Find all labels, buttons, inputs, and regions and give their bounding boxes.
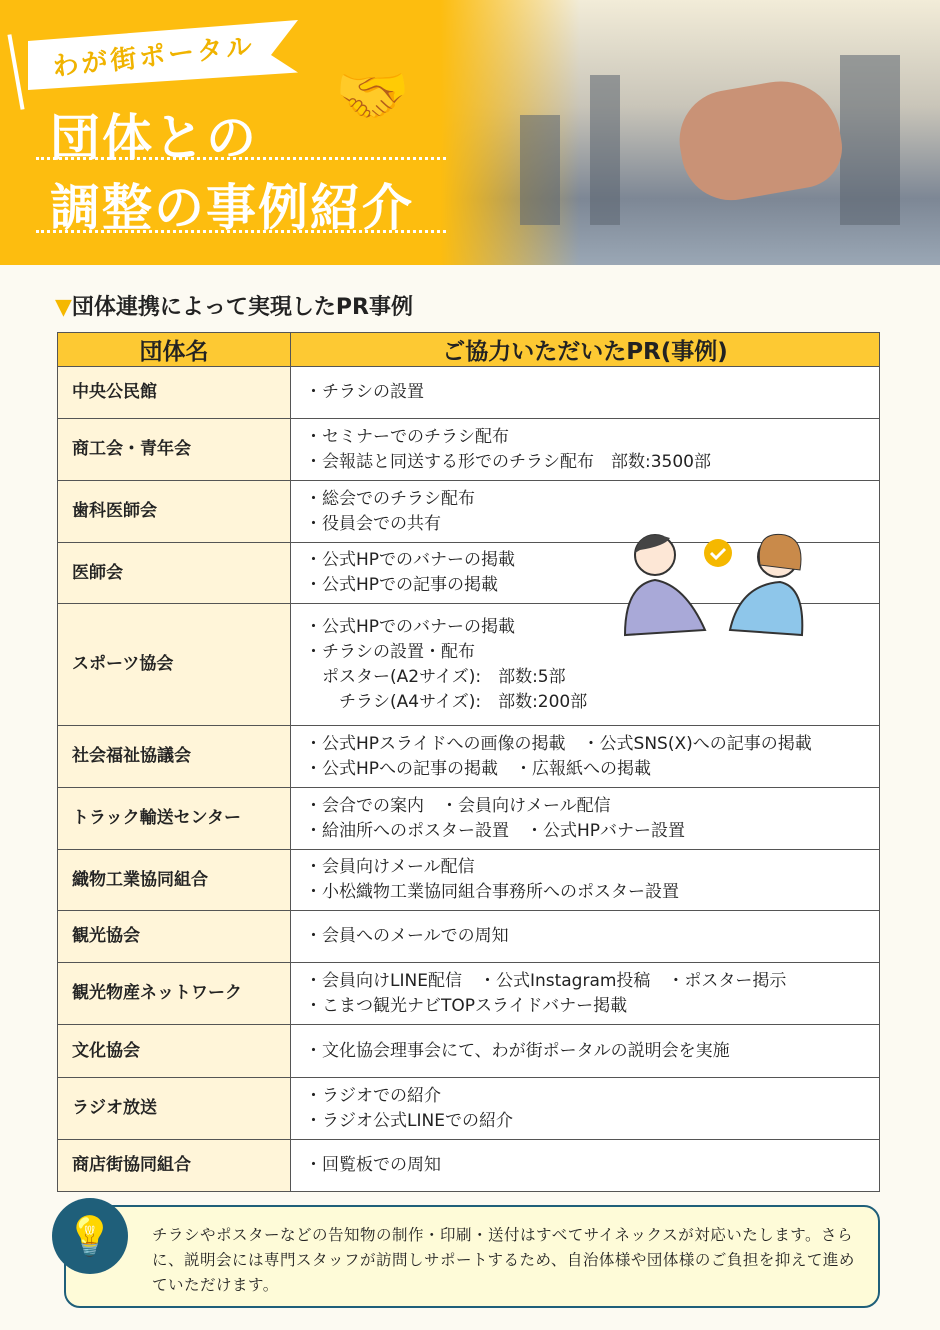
table-row bbox=[58, 1078, 880, 1140]
pr-item: ・公式HPへの記事の掲載 ・広報紙への掲載 bbox=[305, 758, 652, 779]
pr-cell bbox=[291, 1140, 880, 1192]
pr-cell bbox=[291, 726, 880, 788]
table-row bbox=[58, 963, 880, 1025]
pr-item: ・小松織物工業協同組合事務所へのポスター設置 bbox=[305, 882, 679, 902]
pr-item: ・セミナーでのチラシ配布 bbox=[305, 426, 509, 447]
pr-cell bbox=[291, 911, 880, 963]
flag-text: わが街ポータル bbox=[51, 31, 257, 83]
pr-item: ・公式HPでのバナーの掲載 bbox=[305, 616, 516, 637]
pr-item: ・文化協会理事会にて、わが街ポータルの説明会を実施 bbox=[305, 1040, 730, 1061]
org-name: スポーツ協会 bbox=[58, 604, 291, 726]
pr-item: ・公式HPでのバナーの掲載 bbox=[305, 550, 516, 570]
pr-item: ・チラシの設置・配布 bbox=[305, 641, 475, 662]
lightbulb-icon: 💡 bbox=[52, 1198, 128, 1274]
table-row bbox=[58, 1140, 880, 1192]
org-name: トラック輸送センター bbox=[58, 788, 291, 850]
handshake-icon: 🤝 bbox=[335, 61, 410, 131]
pr-item: チラシ(A4サイズ): 部数:200部 bbox=[305, 691, 588, 712]
note-box: チラシやポスターなどの告知物の制作・印刷・送付はすべてサイネックスが対応いたします。さらに、説明会には専門スタッフが訪問しサポートするため、自治体様や団体様のご負担を抑えて進めていただけます。 bbox=[64, 1205, 880, 1308]
org-name: 商店街協同組合 bbox=[58, 1140, 291, 1192]
pr-item: ・役員会での共有 bbox=[305, 513, 441, 534]
pr-item: ・会員向けメール配信 bbox=[305, 857, 475, 877]
handshake-illustration bbox=[620, 525, 810, 637]
pr-item: ポスター(A2サイズ): 部数:5部 bbox=[305, 666, 566, 687]
org-name: 歯科医師会 bbox=[58, 481, 291, 543]
table-row bbox=[58, 850, 880, 911]
org-name: 観光物産ネットワーク bbox=[58, 963, 291, 1025]
pr-item: ・こまつ観光ナビTOPスライドバナー掲載 bbox=[305, 995, 628, 1016]
pr-table bbox=[57, 332, 880, 1192]
pr-cell bbox=[291, 367, 880, 419]
org-name: 商工会・青年会 bbox=[58, 419, 291, 481]
table-row bbox=[58, 726, 880, 788]
pr-cell bbox=[291, 1025, 880, 1078]
table-row bbox=[58, 788, 880, 850]
title-line2: 調整の事例紹介 bbox=[50, 179, 414, 237]
title-line1: 団体との bbox=[50, 109, 258, 167]
pr-item: ・チラシの設置 bbox=[305, 382, 424, 402]
triangle-icon: ▼ bbox=[55, 295, 72, 320]
org-name: 社会福祉協議会 bbox=[58, 726, 291, 788]
col-header: ご協力いただいたPR(事例) bbox=[291, 333, 880, 367]
pr-item: ・ラジオ公式LINEでの紹介 bbox=[305, 1110, 513, 1131]
pr-item: ・会員へのメールでの周知 bbox=[305, 926, 509, 946]
pr-cell bbox=[291, 1078, 880, 1140]
pr-item: ・総会でのチラシ配布 bbox=[305, 488, 475, 509]
org-name: 医師会 bbox=[58, 543, 291, 604]
pr-item: ・回覧板での周知 bbox=[305, 1155, 441, 1175]
table-row bbox=[58, 367, 880, 419]
org-name: 観光協会 bbox=[58, 911, 291, 963]
org-name: 中央公民館 bbox=[58, 367, 291, 419]
pr-item: ・公式HPでの記事の掲載 bbox=[305, 575, 499, 595]
pr-cell bbox=[291, 419, 880, 481]
org-name: ラジオ放送 bbox=[58, 1078, 291, 1140]
pr-cell bbox=[291, 850, 880, 911]
pr-item: ・会合での案内 ・会員向けメール配信 bbox=[305, 795, 611, 816]
pr-item: ・給油所へのポスター設置 ・公式HPバナー設置 bbox=[305, 820, 686, 841]
pr-item: ・公式HPスライドへの画像の掲載 ・公式SNS(X)への記事の掲載 bbox=[305, 733, 812, 754]
col-header: 団体名 bbox=[58, 333, 291, 367]
pr-item: ・会員向けLINE配信 ・公式Instagram投稿 ・ポスター掲示 bbox=[305, 970, 787, 991]
org-name: 文化協会 bbox=[58, 1025, 291, 1078]
table-row bbox=[58, 419, 880, 481]
table-row bbox=[58, 1025, 880, 1078]
handshake-photo bbox=[440, 0, 940, 265]
org-name: 織物工業協同組合 bbox=[58, 850, 291, 911]
pr-item: ・会報誌と同送する形でのチラシ配布 部数:3500部 bbox=[305, 451, 711, 472]
table-row bbox=[58, 911, 880, 963]
hero-banner bbox=[0, 0, 940, 265]
pr-cell bbox=[291, 788, 880, 850]
section-title: ▼団体連携によって実現したPR事例 bbox=[55, 295, 413, 320]
pr-item: ・ラジオでの紹介 bbox=[305, 1085, 441, 1106]
pr-cell bbox=[291, 963, 880, 1025]
